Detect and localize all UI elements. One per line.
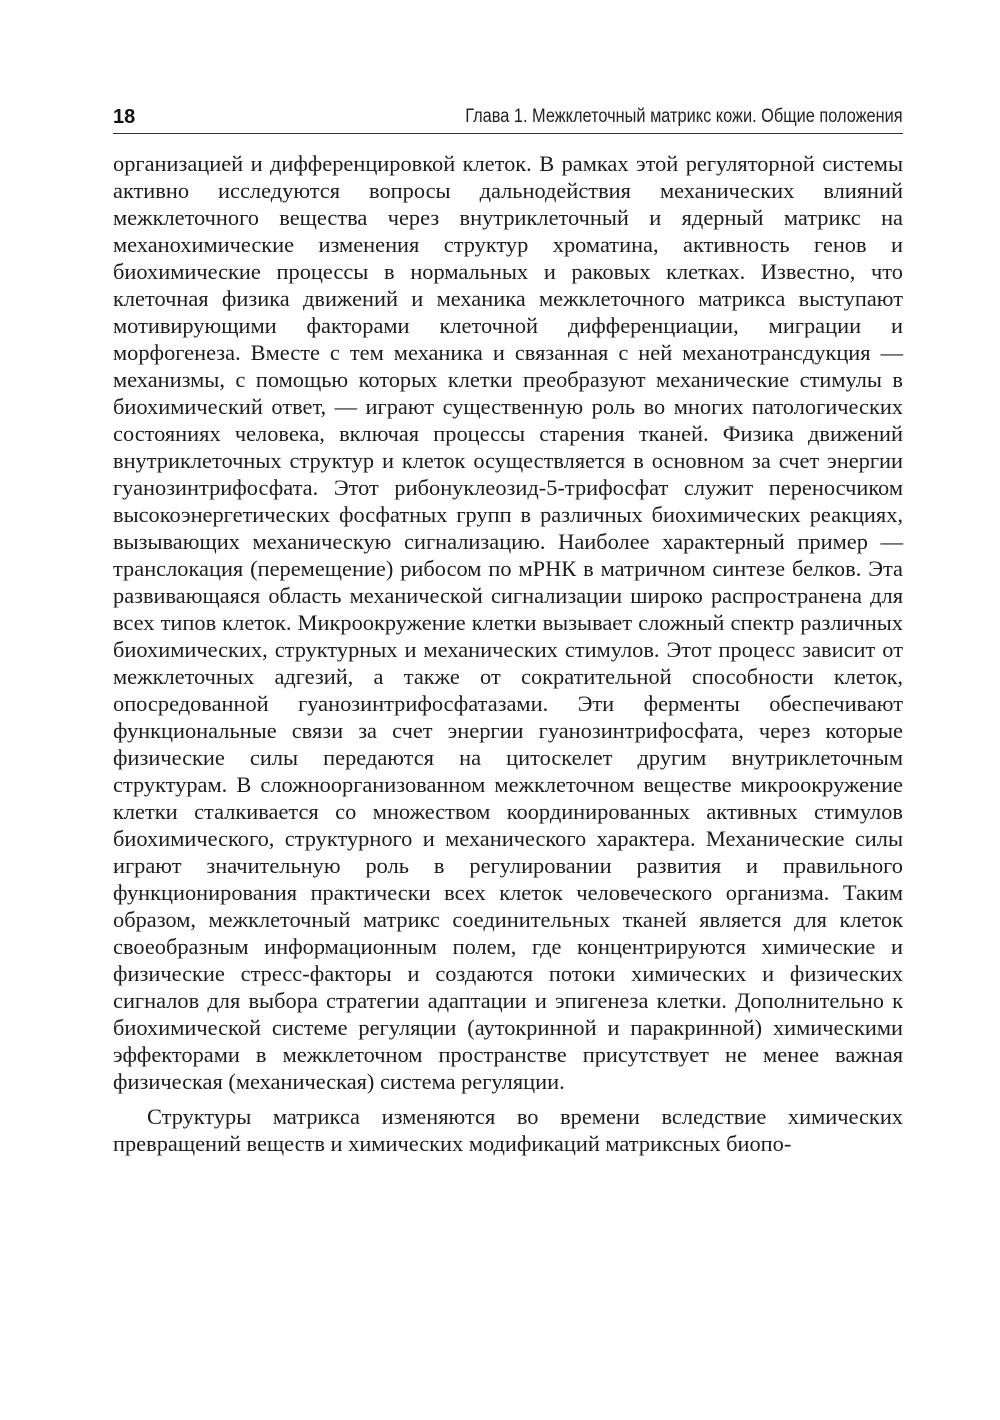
running-header (113, 98, 903, 134)
paragraph: Структуры матрикса изменяются во времени вследствие химических превращений веществ и химических модификаций матриксных биопо- (113, 1104, 903, 1156)
body-text (113, 150, 903, 1157)
paragraph: организацией и дифференцировкой клеток. В рамках этой регуляторной системы активно исследуются вопросы дальнодействия механических влияний межклеточного вещества через внутриклеточный и ядерный матрикс на механохимические изменения структур хроматина, активность генов и биохимические процессы в нормальных и раковых клетках. Известно, что клеточная физика движений и механика межклеточного матрикса выступают мотивирующими факторами клеточной дифференциации, миграции и морфогенеза. Вместе с тем механика и связанная с ней механотрансдукция — механизмы, с помощью которых клетки преобразуют механические стимулы в биохимический ответ, — играют существенную роль во многих патологических состояниях человека, включая процессы старения тканей. Физика движений внутриклеточных структур и клеток осуществляется в основном за счет энергии гуанозинтрифосфата. Этот рибонуклеозид-5-трифосфат служит переносчиком высокоэнергетических фосфатных групп в различных биохимических реакциях, вызывающих механическую сигнализацию. Наиболее характерный пример — транслокация (перемещение) рибосом по мРНК в матричном синтезе белков. Эта развивающаяся область механической сигнализации широко распространена для всех типов клеток. Микроокружение клетки вызывает сложный спектр различных биохимических, структурных и механических стимулов. Этот процесс зависит от межклеточных адгезий, а также от сократительной способности клеток, опосредованной гуанозинтрифосфатазами. Эти ферменты обеспечивают функциональные связи за счет энергии гуанозинтрифосфата, через которые физические силы передаются на цитоскелет другим внутриклеточным структурам. В сложноорганизованном межклеточном веществе микроокружение клетки сталкивается со множеством координированных активных стимулов биохимического, структурного и механического характера. Механические силы играют значительную роль в регулировании развития и правильного функционирования практически всех клеток человеческого организма. Таким образом, межклеточный матрикс соединительных тканей является для клеток своеобразным информационным полем, где концентрируются химические и физические стресс-факторы и создаются потоки химических и физических сигналов для выбора стратегии адаптации и эпигенеза клетки. Дополнительно к биохимической системе регуляции (аутокринной и паракринной) химическими эффекторами в межклеточном пространстве присутствует не менее важная физическая (механическая) система регуляции. (113, 151, 903, 1094)
chapter-title: Глава 1. Межклеточный матрикс кожи. Общие положения (465, 106, 903, 127)
page-number: 18 (113, 106, 136, 128)
